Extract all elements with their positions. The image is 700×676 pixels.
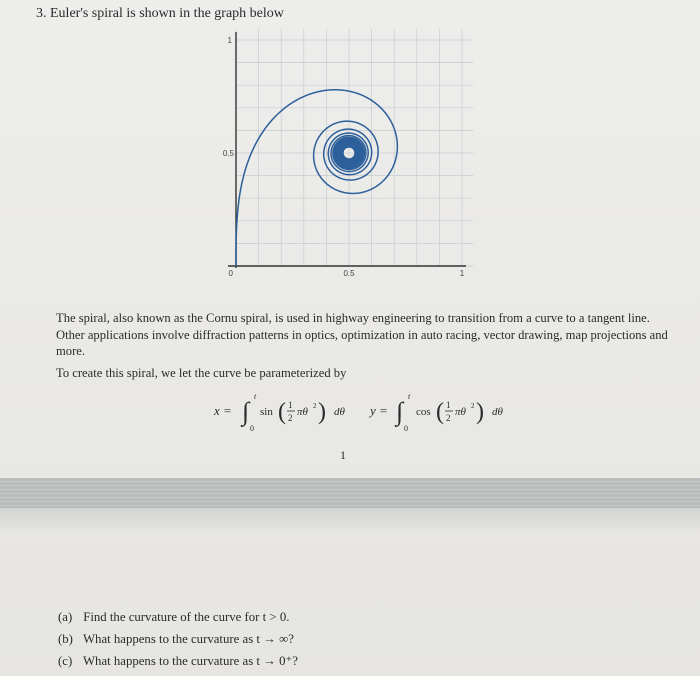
part-b-label: (b) xyxy=(58,632,73,646)
tick-label-y-one: 1 xyxy=(227,36,232,45)
question-parts xyxy=(58,606,298,672)
part-a-label: (a) xyxy=(58,610,73,624)
x-lhs: x = xyxy=(214,403,232,418)
x-left-paren: ( xyxy=(278,399,286,425)
page-number: 1 xyxy=(340,448,346,462)
page-divider-band xyxy=(0,478,700,508)
y-dtheta: dθ xyxy=(492,406,503,418)
description-paragraph: The spiral, also known as the Cornu spiral, is used in highway engineering to transition from a curve to a tangent line. Other applications involve diffraction patterns in optics, optimization in auto racing, vector drawing, map projections and more. xyxy=(56,311,668,358)
x-frac-den: 2 xyxy=(288,413,293,423)
part-b xyxy=(58,628,298,650)
part-c xyxy=(58,650,298,672)
x-integral-sign: ∫ xyxy=(242,397,250,426)
y-lhs: y = xyxy=(370,403,388,418)
question-title: 3. Euler's spiral is shown in the graph below xyxy=(36,6,284,21)
tick-label-y-half: 0.5 xyxy=(222,149,234,158)
x-dtheta: dθ xyxy=(334,406,345,418)
part-b-text: What happens to the curvature as t → ∞? xyxy=(82,632,294,646)
tick-label-x-half: 0.5 xyxy=(343,269,355,278)
y-func: cos xyxy=(416,406,431,418)
x-pi-theta: πθ xyxy=(297,406,308,418)
x-lower-limit: 0 xyxy=(250,424,254,433)
y-integral-sign: ∫ xyxy=(396,397,404,426)
x-func: sin xyxy=(260,406,273,418)
spiral-curve xyxy=(236,90,397,266)
y-lower-limit: 0 xyxy=(404,424,408,433)
x-right-paren: ) xyxy=(318,399,326,425)
part-a xyxy=(58,606,298,628)
tick-label-x-one: 1 xyxy=(459,269,465,278)
parameterize-sentence: To create this spiral, we let the curve be parameterized by xyxy=(56,366,347,380)
y-left-paren: ( xyxy=(436,399,444,425)
y-right-paren: ) xyxy=(476,399,484,425)
page-divider-shadow xyxy=(0,508,700,532)
x-frac-num: 1 xyxy=(288,400,293,410)
part-c-label: (c) xyxy=(58,654,73,668)
x-upper-limit: t xyxy=(254,392,257,401)
y-square: 2 xyxy=(471,402,475,410)
y-upper-limit: t xyxy=(408,392,411,401)
y-frac-num: 1 xyxy=(446,400,451,410)
parametric-equations xyxy=(200,388,530,438)
euler-spiral-graph xyxy=(200,28,475,288)
x-square: 2 xyxy=(313,402,317,410)
y-frac-den: 2 xyxy=(446,413,451,423)
tick-label-origin: 0 xyxy=(228,269,233,278)
part-a-text: Find the curvature of the curve for t > 0. xyxy=(83,610,290,624)
part-c-text: What happens to the curvature as t → 0⁺? xyxy=(82,654,298,668)
y-pi-theta: πθ xyxy=(455,406,466,418)
